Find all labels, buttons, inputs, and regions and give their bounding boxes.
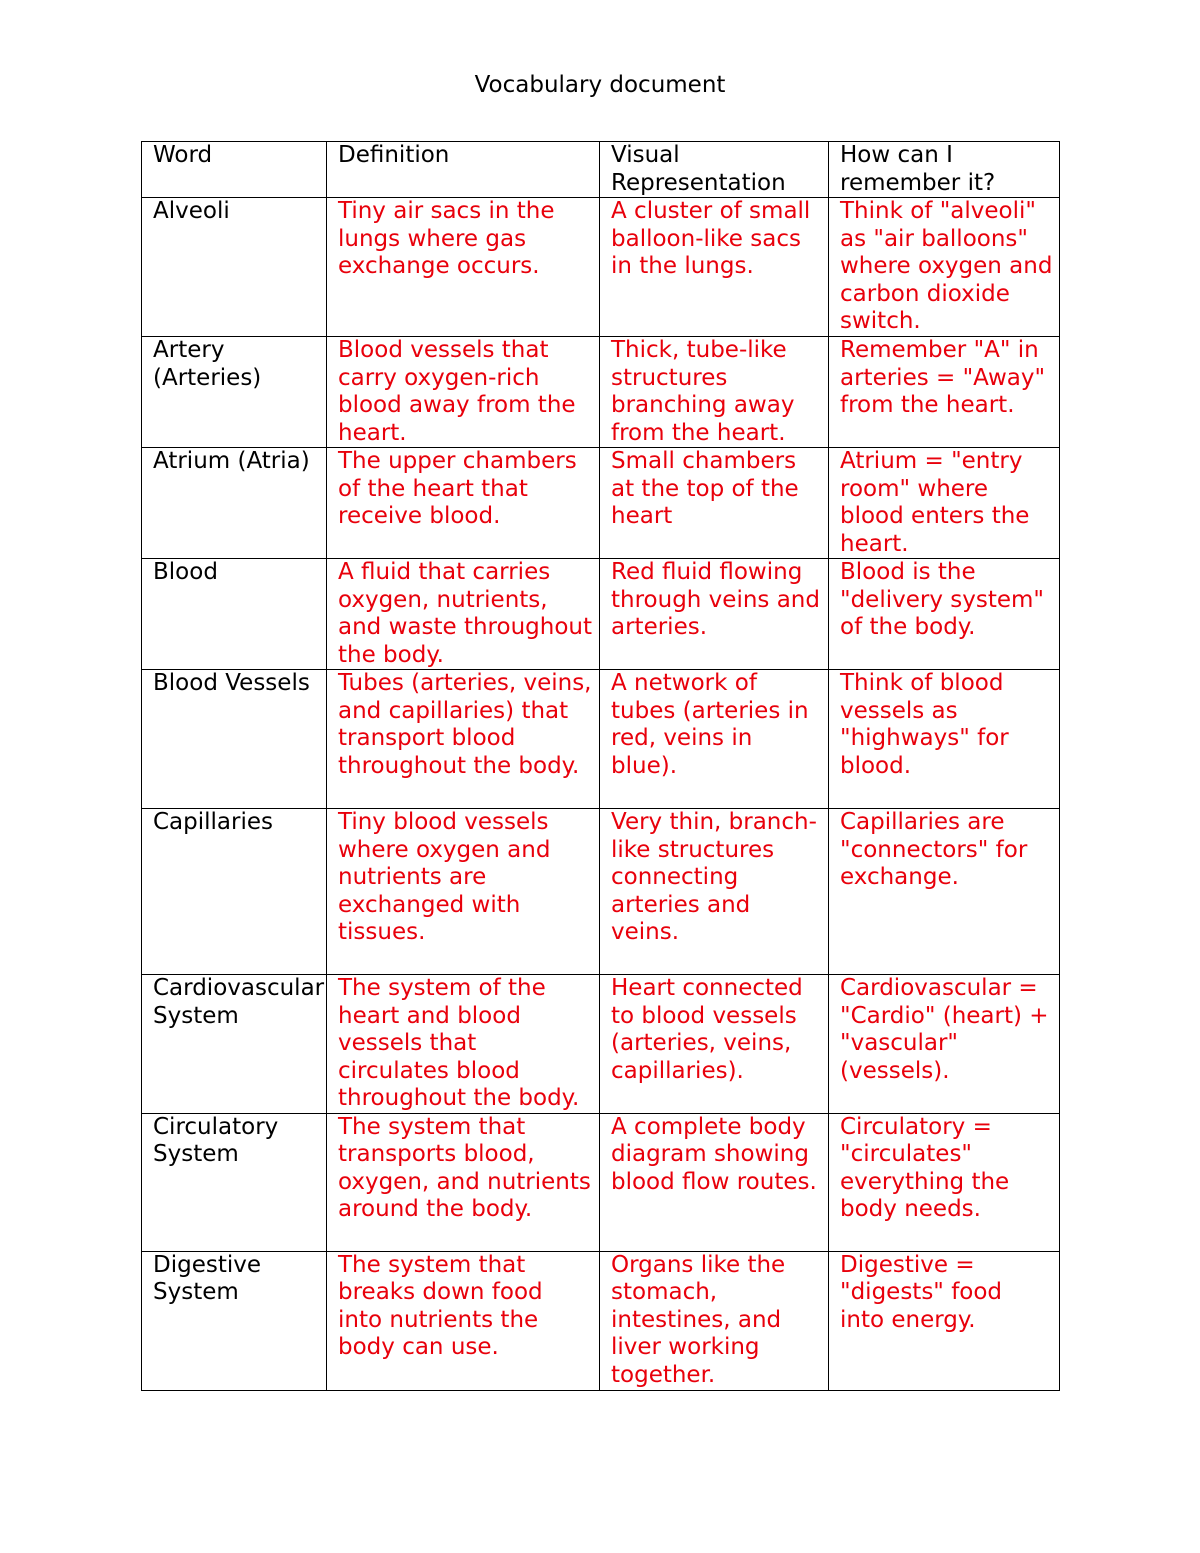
table-row: [142, 337, 1060, 448]
document-title: Vocabulary document: [474, 72, 726, 98]
remember-cell: Think of "alveoli" as "air balloons" where oxygen and carbon dioxide switch.: [829, 198, 1060, 337]
header-word: Word: [142, 142, 327, 198]
remember-cell: Digestive = "digests" food into energy.: [829, 1251, 1060, 1390]
definition-cell: The system of the heart and blood vessels that circulates blood throughout the body.: [327, 975, 600, 1114]
visual-cell: Red fluid flowing through veins and arteries.: [600, 559, 829, 670]
definition-cell: Tubes (arteries, veins, and capillaries) that transport blood throughout the body.: [327, 670, 600, 809]
definition-cell: Tiny blood vessels where oxygen and nutrients are exchanged with tissues.: [327, 809, 600, 975]
vocabulary-table: [141, 141, 1060, 1391]
word-cell: Artery (Arteries): [142, 337, 327, 448]
definition-cell: The system that breaks down food into nutrients the body can use.: [327, 1251, 600, 1390]
header-how-to-remember: How can I remember it?: [829, 142, 1060, 198]
remember-cell: Circulatory = "circulates" everything the body needs.: [829, 1113, 1060, 1251]
definition-cell: Blood vessels that carry oxygen-rich blood away from the heart.: [327, 337, 600, 448]
visual-cell: Very thin, branch-like structures connecting arteries and veins.: [600, 809, 829, 975]
word-cell: Alveoli: [142, 198, 327, 337]
visual-cell: Organs like the stomach, intestines, and liver working together.: [600, 1251, 829, 1390]
header-definition: Definition: [327, 142, 600, 198]
table-row: [142, 1251, 1060, 1390]
definition-cell: A fluid that carries oxygen, nutrients, and waste throughout the body.: [327, 559, 600, 670]
word-cell: Blood: [142, 559, 327, 670]
header-visual-representation: Visual Representation: [600, 142, 829, 198]
table-row: [142, 198, 1060, 337]
word-cell: Circulatory System: [142, 1113, 327, 1251]
visual-cell: A network of tubes (arteries in red, veins in blue).: [600, 670, 829, 809]
table-row: [142, 670, 1060, 809]
table-row: [142, 448, 1060, 559]
word-cell: Capillaries: [142, 809, 327, 975]
remember-cell: Cardiovascular = "Cardio" (heart) + "vascular" (vessels).: [829, 975, 1060, 1114]
word-cell: Digestive System: [142, 1251, 327, 1390]
definition-cell: The upper chambers of the heart that receive blood.: [327, 448, 600, 559]
table-row: [142, 559, 1060, 670]
word-cell: Atrium (Atria): [142, 448, 327, 559]
remember-cell: Remember "A" in arteries = "Away" from the heart.: [829, 337, 1060, 448]
visual-cell: Thick, tube-like structures branching away from the heart.: [600, 337, 829, 448]
visual-cell: A complete body diagram showing blood flow routes.: [600, 1113, 829, 1251]
visual-cell: A cluster of small balloon-like sacs in the lungs.: [600, 198, 829, 337]
remember-cell: Think of blood vessels as "highways" for blood.: [829, 670, 1060, 809]
definition-cell: Tiny air sacs in the lungs where gas exchange occurs.: [327, 198, 600, 337]
word-cell: Cardiovascular System: [142, 975, 327, 1114]
table-row: [142, 975, 1060, 1114]
table-row: [142, 1113, 1060, 1251]
definition-cell: The system that transports blood, oxygen, and nutrients around the body.: [327, 1113, 600, 1251]
word-cell: Blood Vessels: [142, 670, 327, 809]
remember-cell: Blood is the "delivery system" of the body.: [829, 559, 1060, 670]
visual-cell: Small chambers at the top of the heart: [600, 448, 829, 559]
visual-cell: Heart connected to blood vessels (arteries, veins, capillaries).: [600, 975, 829, 1114]
remember-cell: Capillaries are "connectors" for exchange.: [829, 809, 1060, 975]
header-row: [142, 142, 1060, 198]
table-row: [142, 809, 1060, 975]
remember-cell: Atrium = "entry room" where blood enters the heart.: [829, 448, 1060, 559]
